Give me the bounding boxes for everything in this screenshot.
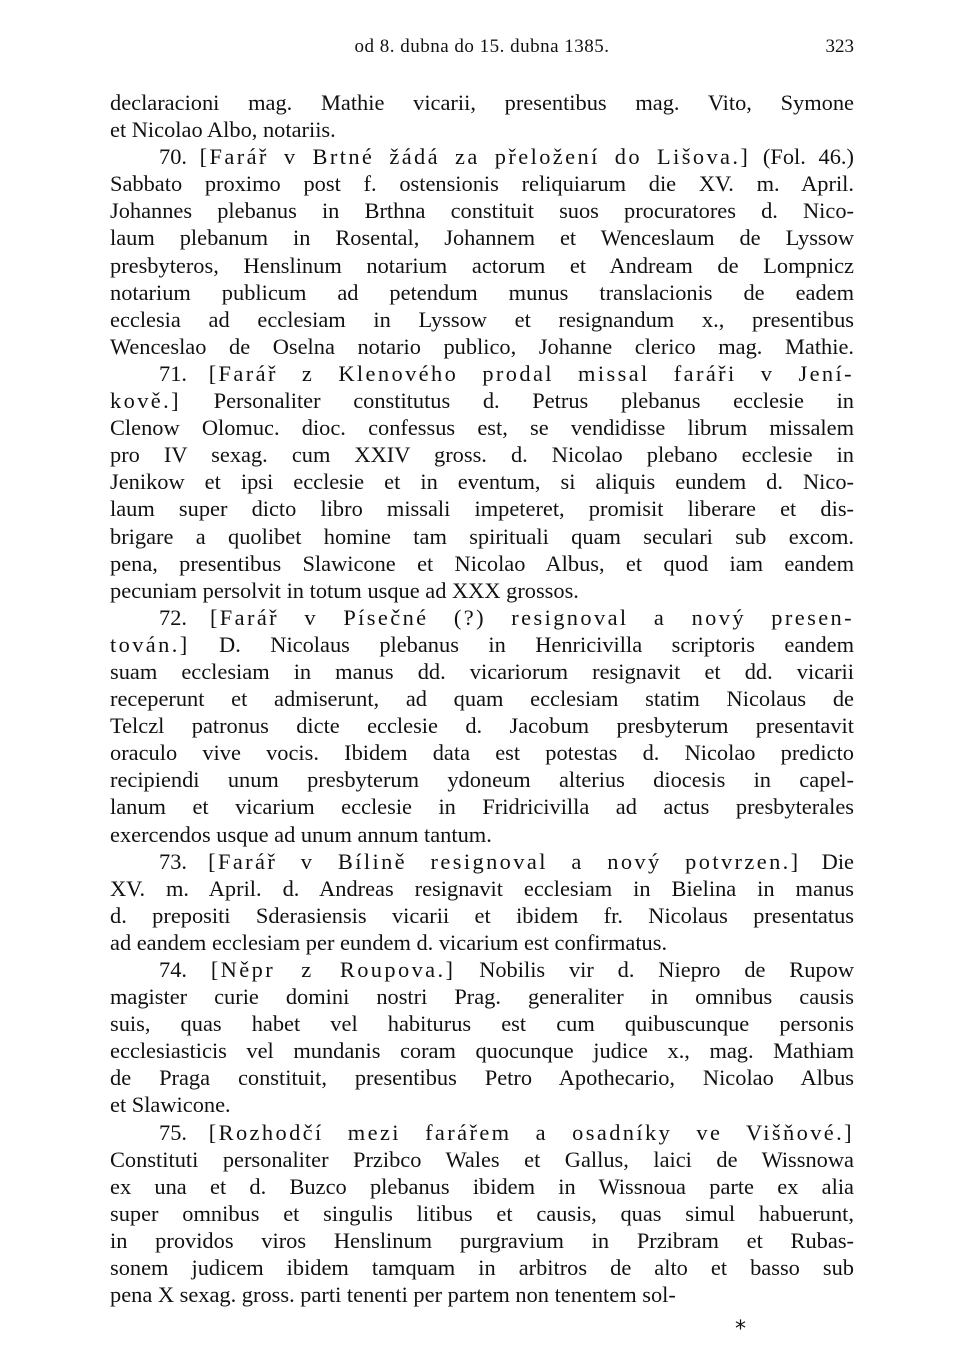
text-line: Wenceslao de Oselna notario publico, Johanne clerico mag. Mathie. xyxy=(110,333,854,359)
page-number: 323 xyxy=(825,36,854,57)
entry-number: 72. xyxy=(159,604,210,630)
body-text xyxy=(110,89,854,1308)
text-line: ad eandem ecclesiam per eundem d. vicarium est confirmatus. xyxy=(110,929,668,955)
czech-heading: [Farář v Bílině resignoval a nový potvrzen.] xyxy=(208,848,801,874)
text-line: brigare a quolibet homine tam spirituali quam seculari sub excom. xyxy=(110,523,854,549)
text-line: et Nicolao Albo, notariis. xyxy=(110,117,336,143)
entry-number: 75. xyxy=(159,1119,209,1145)
page-header xyxy=(110,36,854,66)
text-line xyxy=(110,848,854,875)
text-line xyxy=(110,387,854,414)
text-line: laum super dicto libro missali impeteret, promisit liberare et dis- xyxy=(110,496,854,522)
text-line xyxy=(110,1119,854,1146)
text-line: ecclesia ad ecclesiam in Lyssow et resignandum x., presentibus xyxy=(110,306,854,332)
line-text: Nobilis vir d. Niepro de Rupow xyxy=(455,957,854,982)
text-line: lanum et vicarium ecclesie in Fridricivilla ad actus presbyterales xyxy=(110,794,854,820)
czech-heading: [Rozhodčí mezi farářem a osadníky ve Višňové.] xyxy=(208,1119,854,1145)
document-page xyxy=(110,36,854,1308)
text-line xyxy=(110,604,854,631)
text-line: Jenikow et ipsi ecclesie et in eventum, si aliquis eundem d. Nico- xyxy=(110,469,854,495)
text-line: Constituti personaliter Przibco Wales et Gallus, laici de Wissnowa xyxy=(110,1146,854,1172)
text-line: et Slawicone. xyxy=(110,1092,231,1118)
line-text: (Fol. 46.) xyxy=(750,144,854,170)
text-line xyxy=(110,360,854,387)
line-text: Die xyxy=(800,848,854,874)
entry-number: 70. xyxy=(159,144,200,170)
text-line: pro IV sexag. cum XXIV gross. d. Nicolao plebano ecclesie in xyxy=(110,442,854,468)
text-line: Sabbato proximo post f. ostensionis reliquiarum die XV. m. April. xyxy=(110,171,854,197)
entry-number: 73. xyxy=(159,848,209,874)
line-text: Personaliter constitutus d. Petrus plebanus ecclesie in xyxy=(180,388,854,414)
czech-heading: tován.] xyxy=(110,631,190,657)
text-line: d. prepositi Sderasiensis vicarii et ibidem fr. Nicolaus presentatus xyxy=(110,902,854,928)
text-line: super omnibus et singulis litibus et causis, quas simul habuerunt, xyxy=(110,1200,854,1226)
text-line: suam ecclesiam in manus dd. vicariorum resignavit et dd. vicarii xyxy=(110,658,854,684)
text-line: Johannes plebanus in Brthna constituit suos procuratores d. Nico- xyxy=(110,198,854,224)
entry-number: 71. xyxy=(159,360,209,386)
text-line: recipiendi unum presbyterum ydoneum alterius diocesis in capel- xyxy=(110,767,854,793)
text-line: suis, quas habet vel habiturus est cum quibuscunque personis xyxy=(110,1011,854,1037)
text-line: exercendos usque ad unum annum tantum. xyxy=(110,821,492,847)
text-line: laum plebanum in Rosental, Johannem et Wenceslaum de Lyssow xyxy=(110,225,854,251)
entry-number: 74. xyxy=(159,957,211,982)
czech-heading: kově.] xyxy=(110,388,181,414)
text-line: Clenow Olomuc. dioc. confessus est, se vendidisse librum missalem xyxy=(110,415,854,441)
footer-asterisk: * xyxy=(735,1317,746,1342)
text-line: pena X sexag. gross. parti tenenti per partem non tenentem sol- xyxy=(110,1282,676,1308)
text-line: pena, presentibus Slawicone et Nicolao Albus, et quod iam eandem xyxy=(110,550,854,576)
text-line: notarium publicum ad petendum munus translacionis de eadem xyxy=(110,279,854,305)
text-line: ex una et d. Buzco plebanus ibidem in Wissnoua parte ex alia xyxy=(110,1173,854,1199)
text-line: presbyteros, Henslinum notarium actorum et Andream de Lompnicz xyxy=(110,252,854,278)
text-line: declaracioni mag. Mathie vicarii, presentibus mag. Vito, Symone xyxy=(110,90,854,115)
text-line xyxy=(110,631,854,658)
text-line: XV. m. April. d. Andreas resignavit ecclesiam in Bielina in manus xyxy=(110,875,854,901)
czech-heading: [Farář z Klenového prodal missal faráři v Jení- xyxy=(208,360,854,386)
czech-heading: [Farář v Písečné (?) resignoval a nový presen- xyxy=(209,604,854,630)
czech-heading: [Farář v Brtné žádá za přeložení do Lišova.] xyxy=(199,144,751,170)
text-line: Telczl patronus dicte ecclesie d. Jacobum presbyterum presentavit xyxy=(110,713,854,739)
czech-heading: [Něpr z Roupova.] xyxy=(210,957,456,982)
text-line: oraculo vive vocis. Ibidem data est potestas d. Nicolao predicto xyxy=(110,740,854,766)
text-line: sonem judicem ibidem tamquam in arbitros de alto et basso sub xyxy=(110,1255,854,1281)
line-text: D. Nicolaus plebanus in Henricivilla scriptoris eandem xyxy=(189,631,854,657)
text-line: receperunt et admiserunt, ad quam ecclesiam statim Nicolaus de xyxy=(110,686,854,712)
text-line xyxy=(110,956,854,983)
text-line: ecclesiasticis vel mundanis coram quocunque judice x., mag. Mathiam xyxy=(110,1038,854,1064)
text-line: de Praga constituit, presentibus Petro Apothecario, Nicolao Albus xyxy=(110,1065,854,1091)
running-head: od 8. dubna do 15. dubna 1385. xyxy=(354,36,610,57)
text-line: pecuniam persolvit in totum usque ad XXX grossos. xyxy=(110,577,579,603)
text-line: magister curie domini nostri Prag. generaliter in omnibus causis xyxy=(110,984,854,1010)
text-line: in providos viros Henslinum purgravium in Przibram et Rubas- xyxy=(110,1227,854,1253)
text-line xyxy=(110,143,854,170)
